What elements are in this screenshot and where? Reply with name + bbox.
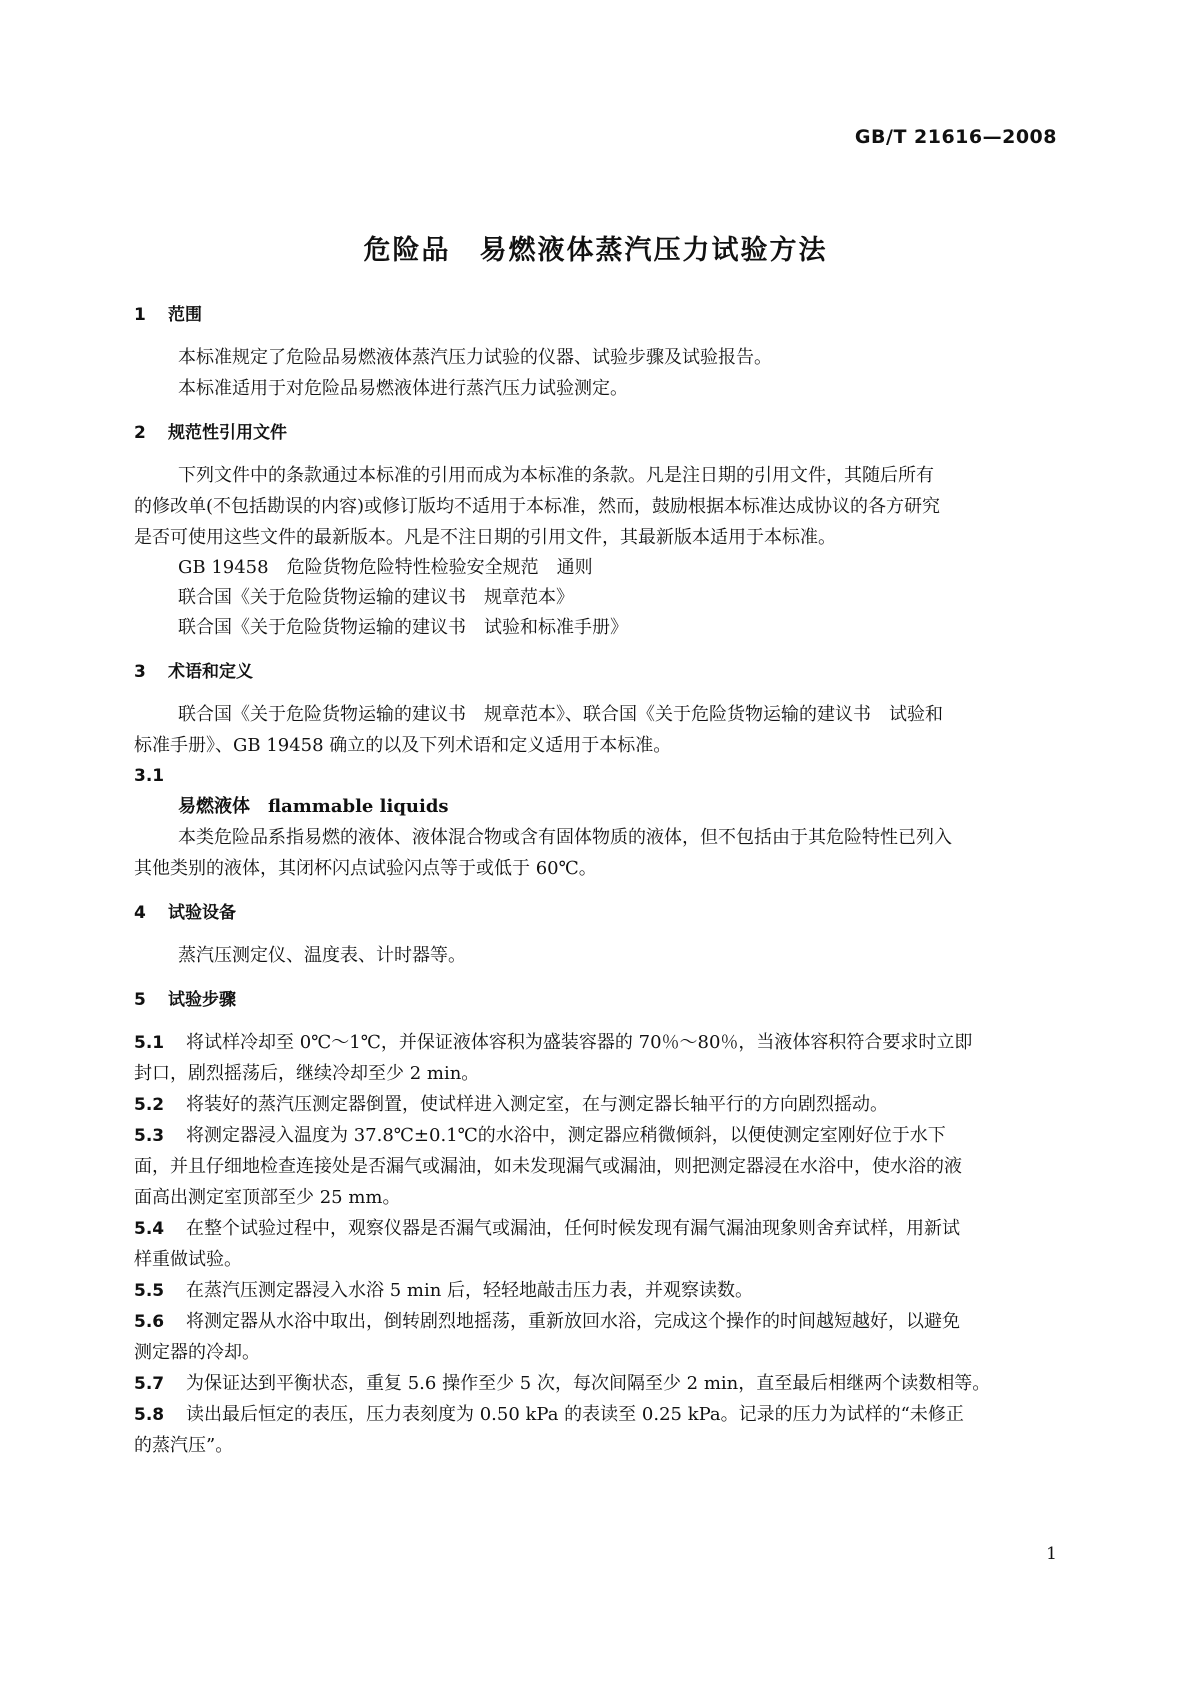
section-2-line-2: 的修改单(不包括勘误的内容)或修订版均不适用于本标准，然而，鼓励根据本标准达成协议的各方研究 xyxy=(134,496,941,517)
clause-5-1-line-2: 封口，剧烈摇荡后，继续冷却至少 2 min。 xyxy=(134,1063,480,1084)
clause-5-5: 5.5 在蒸汽压测定器浸入水浴 5 min 后，轻轻地敲击压力表，并观察读数。 xyxy=(134,1280,754,1301)
reference-un-manual-of-tests: 联合国《关于危险货物运输的建议书 试验和标准手册》 xyxy=(178,617,628,638)
section-3-heading: 3 术语和定义 xyxy=(134,662,253,682)
clause-5-1-line-1: 5.1 将试样冷却至 0℃～1℃，并保证液体容积为盛装容器的 70％～80％，当液体容积符合要求时立即 xyxy=(134,1032,973,1053)
section-3-line-2: 标准手册》、GB 19458 确立的以及下列术语和定义适用于本标准。 xyxy=(134,735,672,756)
clause-5-2: 5.2 将装好的蒸汽压测定器倒置，使试样进入测定室，在与测定器长轴平行的方向剧烈摇动。 xyxy=(134,1094,888,1115)
clause-5-7: 5.7 为保证达到平衡状态，重复 5.6 操作至少 5 次，每次间隔至少 2 min，直至最后相继两个读数相等。 xyxy=(134,1373,991,1394)
section-2-line-1: 下列文件中的条款通过本标准的引用而成为本标准的条款。凡是注日期的引用文件，其随后所有 xyxy=(178,465,934,486)
subsection-3-1-number: 3.1 xyxy=(134,766,165,786)
clause-5-8-line-2: 的蒸汽压”。 xyxy=(134,1435,234,1456)
document-title: 危险品 易燃液体蒸汽压力试验方法 xyxy=(363,235,828,266)
page-number: 1 xyxy=(1046,1544,1057,1564)
definition-line-2: 其他类别的液体，其闭杯闪点试验闪点等于或低于 60℃。 xyxy=(134,858,597,879)
reference-un-model-regulations: 联合国《关于危险货物运输的建议书 规章范本》 xyxy=(178,587,574,608)
clause-5-8-line-1: 5.8 读出最后恒定的表压，压力表刻度为 0.50 kPa 的表读至 0.25 kPa。记录的压力为试样的“未修正 xyxy=(134,1404,964,1425)
section-5-heading: 5 试验步骤 xyxy=(134,990,236,1010)
clause-5-6-line-2: 测定器的冷却。 xyxy=(134,1342,260,1363)
section-1-heading: 1 范围 xyxy=(134,305,202,325)
section-1-line-2: 本标准适用于对危险品易燃液体进行蒸汽压力试验测定。 xyxy=(178,378,628,399)
reference-gb19458: GB 19458 危险货物危险特性检验安全规范 通则 xyxy=(178,557,593,578)
clause-5-6-line-1: 5.6 将测定器从水浴中取出，倒转剧烈地摇荡，重新放回水浴，完成这个操作的时间越短越好，以避免 xyxy=(134,1311,960,1332)
standard-code: GB/T 21616—2008 xyxy=(854,126,1057,148)
section-4-line-1: 蒸汽压测定仪、温度表、计时器等。 xyxy=(178,945,466,966)
clause-5-4-line-2: 样重做试验。 xyxy=(134,1249,242,1270)
definition-line-1: 本类危险品系指易燃的液体、液体混合物或含有固体物质的液体，但不包括由于其危险特性已列入 xyxy=(178,827,952,848)
clause-5-3-line-2: 面，并且仔细地检查连接处是否漏气或漏油，如未发现漏气或漏油，则把测定器浸在水浴中，使水浴的液 xyxy=(134,1156,962,1177)
section-3-line-1: 联合国《关于危险货物运输的建议书 规章范本》、联合国《关于危险货物运输的建议书 试验和 xyxy=(178,704,943,725)
section-4-heading: 4 试验设备 xyxy=(134,903,236,923)
section-2-line-3: 是否可使用这些文件的最新版本。凡是不注日期的引用文件，其最新版本适用于本标准。 xyxy=(134,527,836,548)
clause-5-4-line-1: 5.4 在整个试验过程中，观察仪器是否漏气或漏油，任何时候发现有漏气漏油现象则舍弃试样，用新试 xyxy=(134,1218,960,1239)
clause-5-3-line-1: 5.3 将测定器浸入温度为 37.8℃±0.1℃的水浴中，测定器应稍微倾斜，以便使测定室刚好位于水下 xyxy=(134,1125,946,1146)
section-2-heading: 2 规范性引用文件 xyxy=(134,423,287,443)
clause-5-3-line-3: 面高出测定室顶部至少 25 mm。 xyxy=(134,1187,401,1208)
section-1-line-1: 本标准规定了危险品易燃液体蒸汽压力试验的仪器、试验步骤及试验报告。 xyxy=(178,347,772,368)
term-flammable-liquids: 易燃液体 flammable liquids xyxy=(178,796,449,817)
